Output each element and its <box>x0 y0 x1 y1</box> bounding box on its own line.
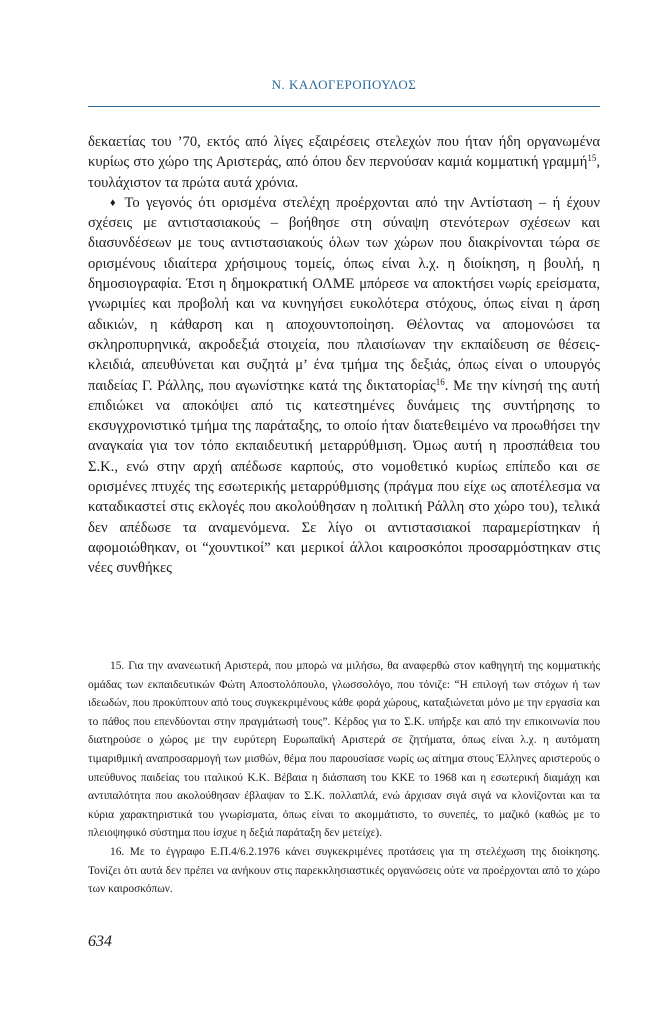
paragraph-2 <box>88 193 600 579</box>
footnote-ref-15: 15 <box>587 153 597 164</box>
paragraph-2-end: . Με την κίνησή της αυτή επιδιώκει να αποκόψει από τις κατεστημένες δυνάμεις της συντήρησης το εκσυγχρονιστικό τμήμα της παράταξης, το οποίο ήταν διατεθειμένο να προωθήσει την αναγκαία για τον τόπο εκπαιδευτική μεταρρύθμιση. Όμως αυτή η προσπάθεια του Σ.Κ., ενώ στην αρχή απέδωσε καρπούς, στο νομοθετικό κυρίως επίπεδο και σε ορισμένες πτυχές της εσωτερικής μεταρρύθμισης (πράγμα που είχε ως αποτέλεσμα να καταδικαστεί στις εκλογές που ακολούθησαν η πολιτική Ράλλη στο χώρο του), τελικά δεν απέδωσε τα αναμενόμενα. Σε λίγο οι αντιστασιακοί παραμερίστηκαν ή αφομοιώθηκαν, οι “χουντικοί” και μερικοί άλλοι καιροσκόποι προσαρμόστηκαν στις νέες συνθήκες <box>88 377 600 577</box>
main-text <box>88 132 600 579</box>
header-rule <box>88 106 600 107</box>
paragraph-1 <box>88 132 600 193</box>
footnote-ref-16: 16 <box>435 376 445 387</box>
diamond-bullet-icon: ♦ <box>110 196 119 209</box>
footnote-15: 15. Για την ανανεωτική Αριστερά, που μπορώ να μιλήσω, θα αναφερθώ στον καθηγητή της κομματικής ομάδας των εκπαιδευτικών Φώτη Αποστολόπουλο, γλωσσολόγο, που τόνιζε: “Η επιλογή των στόχων ή των ιδεωδών, που προκύπτουν από τους συγκεκριμένους κάθε φορά χώρους, καταξιώνεται μόνο με την εργασία και το πάθος που επενδύονται στην πραγμάτωσή τους”. Κέρδος για το Σ.Κ. υπήρξε και από την επικοινωνία που διατηρούσε ο χώρος με την ευρύτερη Ευρωπαϊκή Αριστερά σε ζητήματα, όπως είναι λ.χ. η αυτόματη τιμαριθμική αναπροσαρμογή των μισθών, θέμα που παρουσίασε νωρίς ως αίτημα στους Έλληνες αριστερούς ο υπεύθυνος παιδείας του ιταλικού Κ.Κ. Βέβαια η διάσπαση του ΚΚΕ το 1968 και η εσωτερική διαμάχη και αντιπαλότητα που ακολούθησαν έβλαψαν το Σ.Κ. πολλαπλά, ενώ άρχισαν σιγά σιγά να κλονίζονται και τα κύρια χαρακτηριστικά του γνωρίσματα, όπως είναι το ακομμάτιστο, το συνεπές, το μαζικό (καθώς με το πλειοψηφικό σύστημα που ίσχυε η δεξιά παράταξη δεν μετείχε). <box>88 660 600 840</box>
page-number: 634 <box>88 933 112 950</box>
paragraph-2-text: Το γεγονός ότι ορισμένα στελέχη προέρχονται από την Αντίσταση – ή έχουν σχέσεις με αντιστασιακούς – βοήθησε στη σύναψη στενότερων σχέσεων και διασυνδέσεων με τους αντιστασιακούς όλων των χώρων που διακρίνονται τώρα σε ορισμένους ιδιαίτερα χρήσιμους τομείς, όπως είναι λ.χ. η διοίκηση, η βουλή, η δημοσιογραφία. Έτσι η δημοκρατική ΟΛΜΕ μπόρεσε να αποκτήσει νωρίς ερείσματα, γνωριμίες και προβολή και να κυνηγήσει ευκολότερα στόχους, όπως είναι η άρση αδικιών, η κάθαρση και η αποχουντοποίηση. Θέλοντας να απομονώσει τα σκληροπυρηνικά, ακροδεξιά στοιχεία, που πλαισίωναν την εκπαίδευση σε θέσεις-κλειδιά, απευθύνεται και συζητά μ’ ένα τμήμα της δεξιάς, όπως είναι ο υπουργός παιδείας Γ. Ράλλης, που αγωνίστηκε κατά της δικτατορίας <box>88 194 600 394</box>
paragraph-1-text: δεκαετίας του ’70, εκτός από λίγες εξαιρέσεις στελεχών που ήταν ήδη οργανωμένα κυρίως στο χώρο της Αριστεράς, από όπου δεν περνούσαν καμιά κομματική γραμμή <box>88 134 600 171</box>
running-head: Ν. ΚΑΛΟΓΕΡΟΠΟΥΛΟΣ <box>271 77 417 92</box>
footnote-16: 16. Με το έγγραφο Ε.Π.4/6.2.1976 κάνει συγκεκριμένες προτάσεις για τη στελέχωση της διοίκησης. Τονίζει ότι αυτά δεν πρέπει να ανήκουν στις παρεκκλησιαστικές οργανώσεις ούτε να προέρχονται από το χώρο των καιροσκόπων. <box>88 845 600 896</box>
paragraph-1-end: , τουλάχιστον τα πρώτα αυτά χρόνια. <box>88 154 600 191</box>
footnotes <box>88 657 600 899</box>
